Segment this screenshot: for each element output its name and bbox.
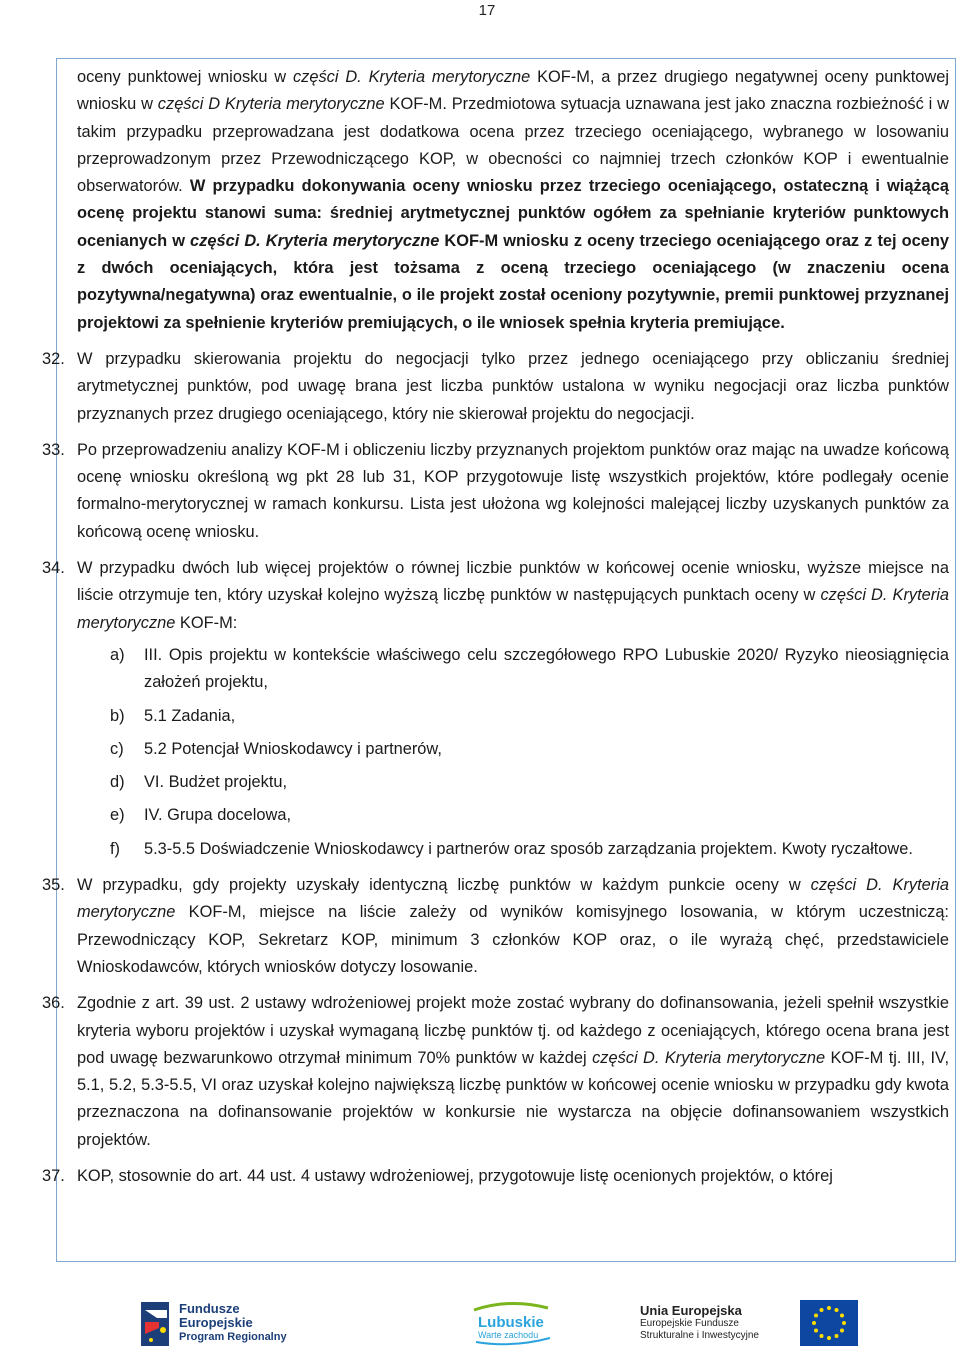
item-text <box>77 872 949 981</box>
logo-text-line: Europejskie <box>179 1315 253 1330</box>
text-run: KOF-M. Przedmiotowa sytuacja uznawana jest jako znaczna rozbieżność i w takim przypadku przeprowadzana jest dodatkowa ocena przez trzeciego oceniającego, wybranego w losowaniu przeprowadzonym przez Przewodniczącego KOP, w obecności co najmniej trzech członków KOP i ewentualnie obserwatorów. <box>77 95 949 196</box>
list-item-33 <box>42 437 949 546</box>
lubuskie-title: Lubuskie <box>478 1314 544 1331</box>
list-item-34 <box>42 555 949 863</box>
lubuskie-logo <box>460 1296 580 1356</box>
sublist-text: III. Opis projektu w kontekście właściwego celu szczegółowego RPO Lubuskie 2020/ Ryzyko nieosiągnięcia założeń projektu, <box>144 645 949 692</box>
criteria-sublist <box>77 642 949 863</box>
sublist-text: IV. Grupa docelowa, <box>144 806 292 825</box>
sublist-item <box>77 736 949 763</box>
item-text: KOP, stosownie do art. 44 ust. 4 ustawy wdrożeniowej, przygotowuje listę ocenionych projektów, o której <box>77 1166 833 1185</box>
fundusze-europejskie-text <box>179 1302 287 1344</box>
text-run: KOF-M: <box>175 613 238 632</box>
bold-text-run: KOF-M wniosku z oceny trzeciego oceniającego oraz z tej oceny z dwóch oceniających, która jest tożsama z oceną trzeciego oceniającego (w znaczeniu ocena pozytywna/negatywna) oraz ewentualnie, o ile projekt został oceniony pozytywnie, premii punktowej przyznanej projektowi za spełnienie kryteriów premiujących, o ile wniosek spełnia kryteria premiujące. <box>77 231 949 332</box>
text-run: Zgodnie z art. 39 ust. 2 ustawy wdrożeniowej projekt może zostać wybrany do dofinansowania, jeżeli spełnił wszystkie kryteria wyboru projektów i uzyskał wymaganą liczbę punktów tj. od każdego z oceniających, którego ocena brana jest pod uwagę bezwarunkowo otrzymał minimum 70% punktów w każdej <box>77 994 949 1067</box>
list-item-36 <box>42 990 949 1154</box>
text-run: W przypadku dwóch lub więcej projektów o równej liczbie punktów w końcowej ocenie wniosku, wyższe miejsce na liście otrzymuje ten, który uzyskał kolejno wyższą liczbę punktów w następujących punktach oceny w <box>77 559 949 605</box>
item-text: Po przeprowadzeniu analizy KOF-M i obliczeniu liczby przyznanych projektom punktów oraz mając na uwadze końcową ocenę wniosku określoną wg pkt 28 lub 31, KOP przygotowuje listę wszystkich projektów, które podlegały ocenie formalno-merytorycznej w ramach konkursu. Lista jest ułożona wg kolejności malejącej liczby uzyskanych punktów za końcową ocenę wniosku. <box>77 440 949 541</box>
section-reference: części D. Kryteria merytoryczne <box>190 231 440 250</box>
sublist-item <box>77 642 949 697</box>
item-text <box>77 990 949 1154</box>
text-run: W przypadku, gdy projekty uzyskały identyczną liczbę punktów w każdym punkcie oceny w <box>77 876 811 895</box>
lubuskie-tagline: Warte zachodu <box>478 1330 539 1340</box>
sublist-item <box>77 703 949 730</box>
section-reference: części D. Kryteria merytoryczne <box>77 586 949 632</box>
logo-text-line: Strukturalne i Inwestycyjne <box>640 1330 759 1341</box>
section-reference: części D. Kryteria merytoryczne <box>592 1048 826 1067</box>
unia-europejska-text <box>640 1304 759 1342</box>
fundusze-europejskie-logo <box>137 1296 287 1356</box>
sublist-letter: c) <box>110 739 124 758</box>
sublist-item <box>77 836 949 863</box>
section-reference: części D Kryteria merytoryczne <box>157 95 385 114</box>
sublist-letter: d) <box>110 773 125 792</box>
bold-text-run: W przypadku dokonywania oceny wniosku przez trzeciego oceniającego, ostateczną i wiążącą ocenę projektu stanowi suma: średniej arytmetycznej punktów ogółem za spełnianie kryteriów punktowych ocenianych w <box>77 177 949 250</box>
sublist-text: 5.3-5.5 Doświadczenie Wnioskodawcy i partnerów oraz sposób zarządzania projektem. Kwoty ryczałtowe. <box>144 839 913 858</box>
document-body <box>42 64 949 1190</box>
fundusze-europejskie-emblem-icon <box>137 1296 177 1352</box>
sublist-item <box>77 802 949 829</box>
list-item-35 <box>42 872 949 981</box>
sublist-item <box>77 769 949 796</box>
sublist-letter: a) <box>110 645 125 664</box>
text-run: KOF-M, miejsce na liście zależy od wyników komisyjnego losowania, w którym uczestniczą: Przewodniczący KOP, Sekretarz KOP, minimum 3 członków KOP oraz, o ile wyrażą chęć, przedstawiciele Wnioskodawców, których wniosków dotyczy losowanie. <box>77 903 949 976</box>
sublist-text: 5.2 Potencjał Wnioskodawcy i partnerów, <box>144 739 442 758</box>
sublist-letter: e) <box>110 806 125 825</box>
unia-europejska-logo <box>640 1296 860 1356</box>
logo-text-line: Program Regionalny <box>179 1331 287 1343</box>
logo-text-line: Fundusze <box>179 1301 240 1316</box>
sublist-letter: b) <box>110 706 125 725</box>
item-number: 35. <box>42 876 65 895</box>
sublist-text: VI. Budżet projektu, <box>144 773 288 792</box>
item-text: W przypadku skierowania projektu do negocjacji tylko przez jednego oceniającego przy obliczaniu średniej arytmetycznej punktów, pod uwagę brana jest liczba punktów ustalona w wyniku negocjacji oraz liczba punktów przyznanych przez drugiego oceniającego, który nie skierował projektu do negocjacji. <box>77 349 949 423</box>
item-number: 34. <box>42 559 65 578</box>
logo-text-line: Unia Europejska <box>640 1303 742 1318</box>
logo-text-line: Europejskie Fundusze <box>640 1318 739 1329</box>
text-run: KOF-M, a przez drugiego negatywnej oceny punktowej wniosku w <box>77 68 949 114</box>
item-number: 33. <box>42 440 65 459</box>
footer-logos <box>0 1296 960 1362</box>
list-item-32 <box>42 346 949 428</box>
item-number: 32. <box>42 349 65 368</box>
text-run: KOF-M tj. III, IV, 5.1, 5.2, 5.3-5.5, VI oraz uzyskał kolejno największą liczbę punktów w końcowej ocenie wniosku w przypadku gdy kwota przeznaczona na dofinansowanie projektów w konkursie nie wystarcza na objęcie dofinansowaniem wszystkich projektów. <box>77 1048 949 1149</box>
sublist-text: 5.1 Zadania, <box>144 706 236 725</box>
item-number: 37. <box>42 1166 65 1185</box>
text-run: oceny punktowej wniosku w <box>77 68 293 86</box>
continuation-paragraph <box>77 64 949 337</box>
sublist-letter: f) <box>110 839 121 858</box>
item-text <box>77 555 949 637</box>
eu-flag-icon <box>800 1300 858 1346</box>
list-item-37 <box>42 1163 949 1190</box>
page-number: 17 <box>478 2 496 19</box>
section-reference: części D. Kryteria merytoryczne <box>292 68 531 86</box>
item-number: 36. <box>42 994 65 1013</box>
section-reference: części D. Kryteria merytoryczne <box>77 876 949 922</box>
